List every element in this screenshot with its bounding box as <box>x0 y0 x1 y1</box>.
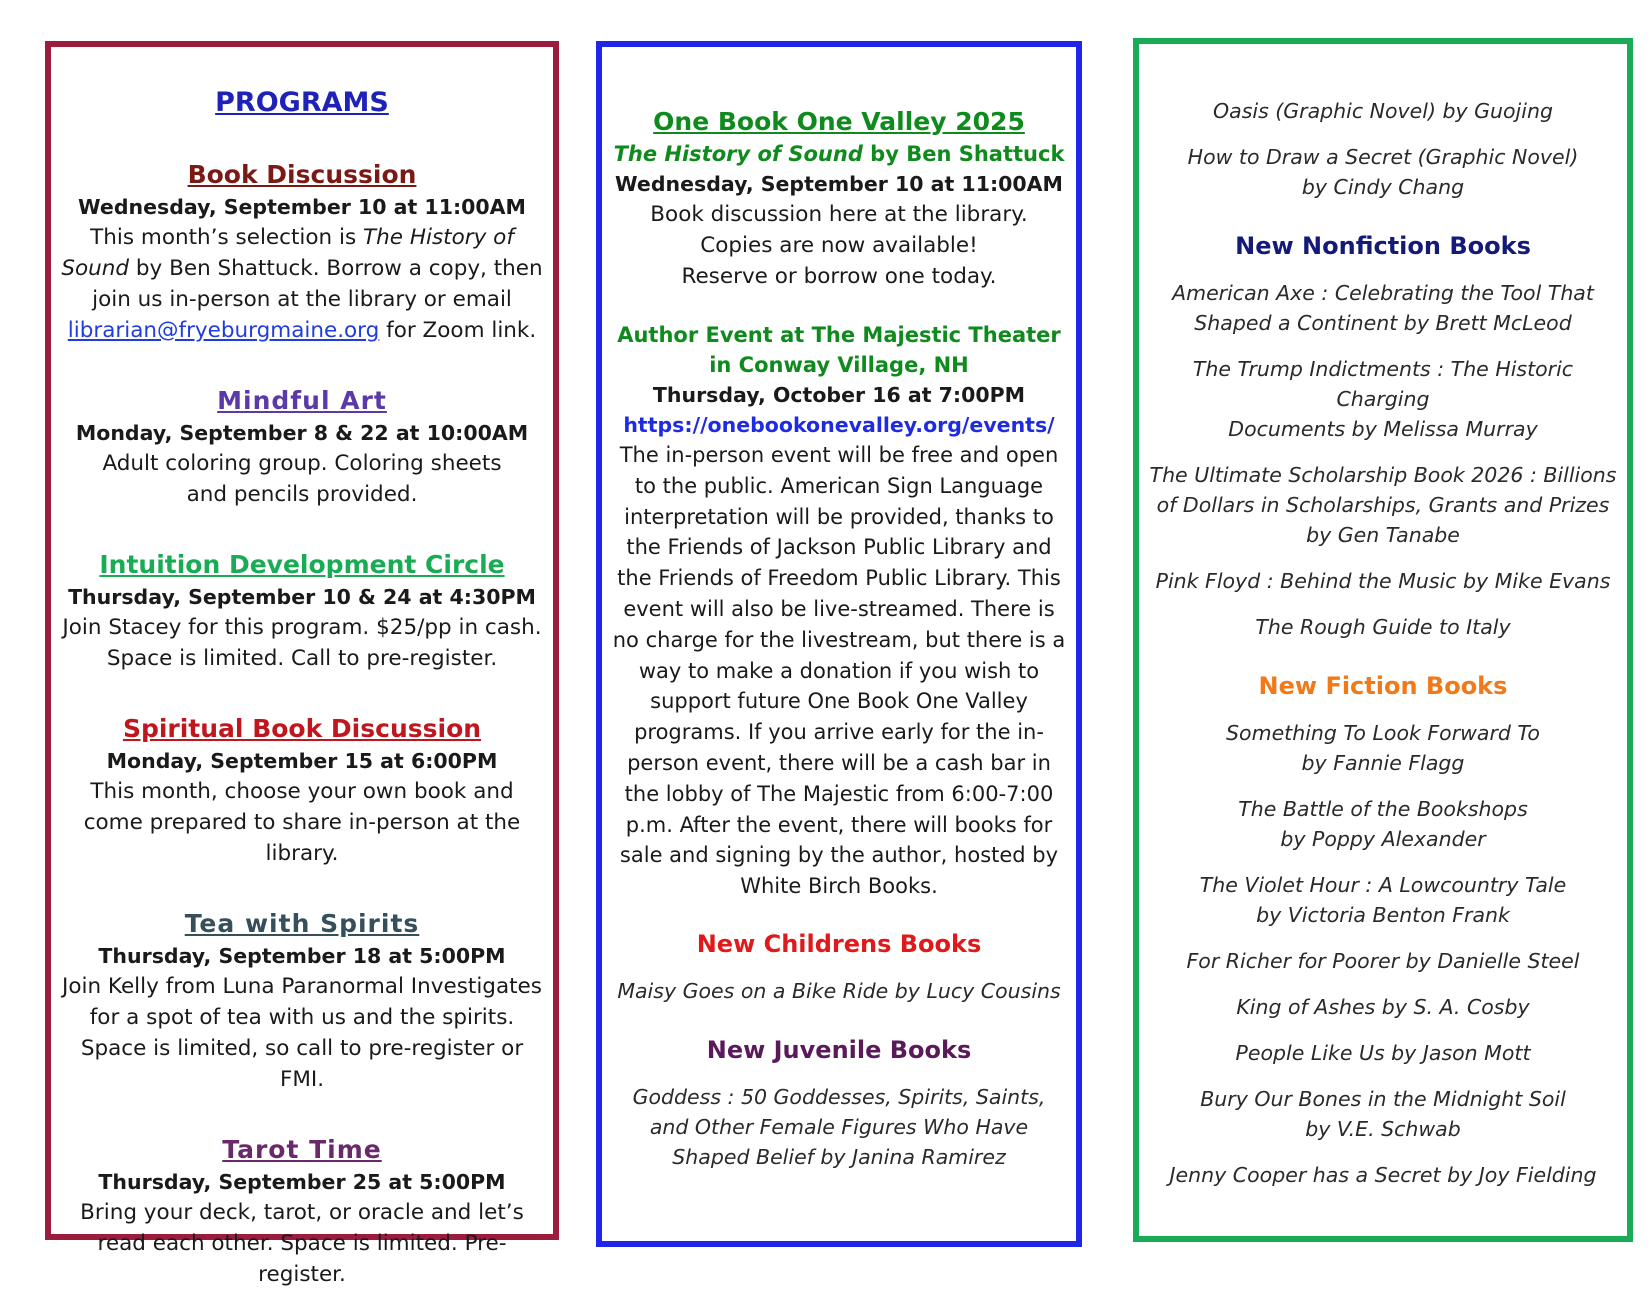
book-line: How to Draw a Secret (Graphic Novel) <box>1187 145 1579 169</box>
fiction-item <box>1145 1038 1621 1068</box>
fiction-item <box>1145 718 1621 778</box>
program-description: This month, choose your own book and come prepared to share in-person at the library. <box>83 779 521 866</box>
fiction-item <box>1145 794 1621 854</box>
obov-when: Wednesday, September 10 at 11:00AM <box>615 172 1063 196</box>
book-line: by Fannie Flagg <box>1301 751 1465 775</box>
program-when: Monday, September 15 at 6:00PM <box>106 749 498 773</box>
book-line: by Poppy Alexander <box>1280 827 1486 851</box>
juvenile-book: Goddess : 50 Goddesses, Spirits, Saints, and Other Female Figures Who Have Shaped Belief by Janina Ramirez <box>632 1084 1046 1169</box>
nonfiction-item <box>1145 354 1621 444</box>
fiction-item <box>1145 992 1621 1022</box>
book-line: of Dollars in Scholarships, Grants and Prizes <box>1156 493 1610 517</box>
programs-heading: PROGRAMS <box>215 87 389 118</box>
nonfiction-item <box>1145 460 1621 550</box>
fiction-item <box>1145 1160 1621 1190</box>
programs-panel <box>45 41 559 1287</box>
author-event-description: The in-person event will be free and open to the public. American Sign Language interpretation will be provided, thanks to the Friends of Jackson Public Library and the Friends of Freedom Public Library. This event will also be live-streamed. There is no charge for the livestream, but there is a way to make a donation if you wish to support future One Book One Valley programs. If you arrive early for the in-person event, there will be a cash bar in the lobby of The Majestic from 6:00-7:00 p.m. After the event, there will books for sale and signing by the author, hosted by White Birch Books. <box>612 443 1066 899</box>
book-line: Something To Look Forward To <box>1226 721 1540 745</box>
book-line: by V.E. Schwab <box>1305 1117 1461 1141</box>
program-when: Monday, September 8 & 22 at 10:00AM <box>75 421 529 445</box>
program-mindful-art <box>61 384 543 510</box>
book-line: The Battle of the Bookshops <box>1238 797 1528 821</box>
program-title: Tarot Time <box>222 1135 382 1164</box>
program-title: Spiritual Book Discussion <box>122 714 482 743</box>
book-line: The Ultimate Scholarship Book 2026 : Billions <box>1149 463 1617 487</box>
childrens-book: Maisy Goes on a Bike Ride by Lucy Cousins <box>617 978 1061 1003</box>
author-event-when: Thursday, October 16 at 7:00PM <box>652 383 1026 407</box>
events-panel <box>596 41 1082 1247</box>
fiction-item <box>1145 946 1621 976</box>
book-line: Bury Our Bones in the Midnight Soil <box>1200 1087 1566 1111</box>
nonfiction-item <box>1145 612 1621 642</box>
graphic-novel-item <box>1145 96 1621 126</box>
book-line: King of Ashes by S. A. Cosby <box>1236 995 1530 1019</box>
author-event-title: Author Event at The Majestic Theater <box>617 323 1061 347</box>
author-event-link[interactable]: https://onebookonevalley.org/events/ <box>623 413 1055 437</box>
program-when: Thursday, September 18 at 5:00PM <box>98 944 506 968</box>
obov-title: One Book One Valley 2025 <box>653 107 1025 136</box>
book-line: by Cindy Chang <box>1301 175 1465 199</box>
program-spiritual-book-discussion <box>61 712 543 869</box>
obov-line: Book discussion here at the library. <box>650 202 1028 227</box>
book-line: Shaped a Continent by Brett McLeod <box>1194 311 1572 335</box>
fiction-item <box>1145 870 1621 930</box>
book-line: The Rough Guide to Italy <box>1255 615 1511 639</box>
desc-text: for Zoom link. <box>379 318 537 343</box>
childrens-heading: New Childrens Books <box>696 929 982 958</box>
book-line: People Like Us by Jason Mott <box>1235 1041 1531 1065</box>
program-description: Join Stacey for this program. $25/pp in cash. Space is limited. Call to pre-register. <box>62 615 542 671</box>
program-book-discussion <box>61 158 543 346</box>
program-description: Join Kelly from Luna Paranormal Investigates for a spot of tea with us and the spirits. Space is limited, so call to pre-register or FMI. <box>62 974 542 1092</box>
program-description: Adult coloring group. Coloring sheets and pencils provided. <box>102 451 502 507</box>
program-tarot-time <box>61 1133 543 1290</box>
program-title: Book Discussion <box>187 160 417 189</box>
program-when: Thursday, September 25 at 5:00PM <box>98 1170 506 1194</box>
program-when: Thursday, September 10 & 24 at 4:30PM <box>68 585 536 609</box>
desc-text: by Ben Shattuck. Borrow a copy, then join us in-person at the library or email <box>92 256 543 312</box>
nonfiction-item <box>1145 278 1621 338</box>
fiction-heading: New Fiction Books <box>1258 672 1508 700</box>
program-tea-with-spirits <box>61 907 543 1095</box>
nonfiction-heading: New Nonfiction Books <box>1235 232 1531 260</box>
author-event-location: in Conway Village, NH <box>709 353 969 377</box>
program-title: Intuition Development Circle <box>99 550 505 579</box>
book-line: by Gen Tanabe <box>1306 523 1460 547</box>
book-line: Jenny Cooper has a Secret by Joy Fielding <box>1169 1163 1597 1187</box>
obov-book-author: by Ben Shattuck <box>862 142 1065 166</box>
obov-line: Reserve or borrow one today. <box>681 264 997 289</box>
book-line: by Victoria Benton Frank <box>1256 903 1510 927</box>
book-line: Documents by Melissa Murray <box>1228 417 1538 441</box>
book-line: Pink Floyd : Behind the Music by Mike Evans <box>1155 569 1611 593</box>
book-line: The Violet Hour : A Lowcountry Tale <box>1199 873 1567 897</box>
nonfiction-item <box>1145 566 1621 596</box>
obov-line: Copies are now available! <box>700 233 978 258</box>
desc-text: This month’s selection is <box>90 225 364 250</box>
obov-book <box>608 139 1070 169</box>
juvenile-heading: New Juvenile Books <box>706 1035 972 1064</box>
new-books-panel <box>1133 38 1633 1242</box>
obov-book-title: The History of Sound <box>613 142 863 166</box>
book-line: Oasis (Graphic Novel) by Guojing <box>1213 99 1553 123</box>
desc-book-title: The History of Sound <box>61 225 514 281</box>
email-link[interactable]: librarian@fryeburgmaine.org <box>67 318 380 343</box>
program-description <box>61 222 543 346</box>
fiction-item <box>1145 1084 1621 1144</box>
program-title: Tea with Spirits <box>184 909 420 938</box>
program-title: Mindful Art <box>217 386 387 415</box>
program-description: Bring your deck, tarot, or oracle and let’s read each other. Space is limited. Pre-register. <box>80 1200 524 1287</box>
book-line: American Axe : Celebrating the Tool That <box>1172 281 1594 305</box>
book-line: For Richer for Poorer by Danielle Steel <box>1186 949 1580 973</box>
program-when: Wednesday, September 10 at 11:00AM <box>78 195 526 219</box>
program-intuition-circle <box>61 548 543 674</box>
book-line: The Trump Indictments : The Historic Charging <box>1192 357 1574 411</box>
graphic-novel-item <box>1145 142 1621 202</box>
